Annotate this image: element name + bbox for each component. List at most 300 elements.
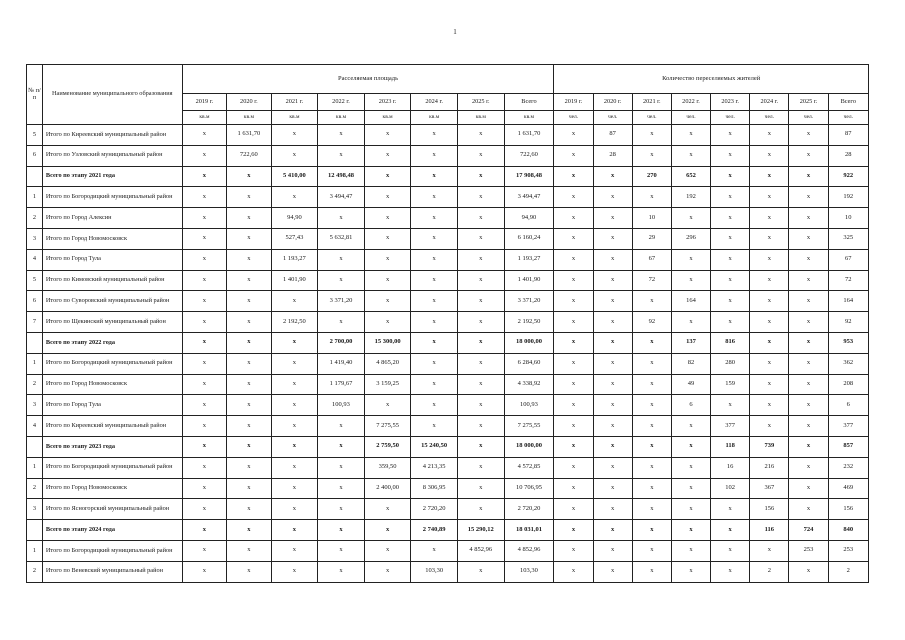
row-number: [27, 436, 43, 457]
area-cell: x: [318, 145, 365, 166]
area-cell: 4 572,85: [504, 457, 554, 478]
area-year-header: 2025 г.: [457, 94, 504, 111]
people-cell: x: [711, 540, 750, 561]
area-cell: x: [227, 416, 271, 437]
people-cell: x: [593, 332, 632, 353]
area-cell: 15 240,50: [411, 436, 458, 457]
area-cell: x: [182, 270, 226, 291]
area-unit-header: кв.м: [182, 111, 226, 125]
people-cell: x: [554, 270, 593, 291]
people-cell: x: [711, 145, 750, 166]
people-unit-header: чел.: [632, 111, 671, 125]
people-cell: x: [593, 249, 632, 270]
area-cell: x: [182, 353, 226, 374]
area-cell: 2 740,89: [411, 520, 458, 541]
people-cell: x: [671, 270, 710, 291]
municipality-name: Итого по Узловский муниципальный район: [42, 145, 182, 166]
people-cell: x: [593, 291, 632, 312]
area-cell: x: [227, 332, 271, 353]
people-cell: x: [632, 436, 671, 457]
resettlement-table: [26, 64, 869, 583]
area-year-header: 2019 г.: [182, 94, 226, 111]
area-cell: 6 160,24: [504, 228, 554, 249]
table-body: [27, 125, 869, 583]
people-cell: x: [671, 520, 710, 541]
row-number: 4: [27, 249, 43, 270]
people-cell: x: [554, 478, 593, 499]
area-cell: x: [364, 561, 411, 582]
area-cell: 2 720,20: [504, 499, 554, 520]
area-cell: 3 494,47: [318, 187, 365, 208]
people-cell: x: [789, 270, 828, 291]
people-cell: x: [671, 249, 710, 270]
area-cell: x: [364, 145, 411, 166]
area-cell: x: [182, 561, 226, 582]
people-cell: x: [632, 395, 671, 416]
area-cell: x: [182, 540, 226, 561]
area-cell: x: [411, 540, 458, 561]
area-cell: x: [364, 395, 411, 416]
row-number: 3: [27, 395, 43, 416]
people-cell: x: [711, 270, 750, 291]
people-cell: x: [671, 561, 710, 582]
area-cell: x: [271, 436, 318, 457]
area-cell: x: [271, 291, 318, 312]
area-cell: x: [271, 416, 318, 437]
people-cell: 367: [750, 478, 789, 499]
area-cell: x: [182, 499, 226, 520]
page-number: 1: [453, 28, 457, 36]
area-cell: x: [364, 540, 411, 561]
people-cell: 652: [671, 166, 710, 187]
people-cell: x: [711, 395, 750, 416]
municipality-name: Итого по Город Новомосковск: [42, 228, 182, 249]
area-cell: x: [318, 499, 365, 520]
people-cell: 922: [828, 166, 868, 187]
area-cell: x: [364, 125, 411, 146]
area-cell: x: [411, 395, 458, 416]
people-cell: x: [671, 125, 710, 146]
table-row: [27, 478, 869, 499]
row-number: [27, 520, 43, 541]
stage-total-row: [27, 166, 869, 187]
people-cell: x: [671, 416, 710, 437]
people-cell: 232: [828, 457, 868, 478]
area-cell: 2 720,20: [411, 499, 458, 520]
table-row: [27, 499, 869, 520]
people-cell: x: [632, 187, 671, 208]
area-cell: x: [457, 291, 504, 312]
area-cell: 1 419,40: [318, 353, 365, 374]
area-cell: 3 371,20: [504, 291, 554, 312]
area-cell: x: [318, 125, 365, 146]
area-year-header: 2020 г.: [227, 94, 271, 111]
people-cell: 724: [789, 520, 828, 541]
area-cell: x: [182, 125, 226, 146]
people-cell: x: [671, 312, 710, 333]
people-cell: x: [750, 249, 789, 270]
area-cell: 3 159,25: [364, 374, 411, 395]
people-cell: 87: [828, 125, 868, 146]
area-cell: x: [227, 457, 271, 478]
area-cell: 4 865,20: [364, 353, 411, 374]
area-cell: x: [457, 332, 504, 353]
people-cell: x: [789, 561, 828, 582]
municipality-name: Итого по Город Тула: [42, 395, 182, 416]
area-year-header: 2021 г.: [271, 94, 318, 111]
area-cell: 100,93: [318, 395, 365, 416]
header-area-group: Расселяемая площадь: [182, 65, 554, 94]
people-cell: 253: [789, 540, 828, 561]
row-number: 1: [27, 187, 43, 208]
people-cell: x: [711, 499, 750, 520]
people-cell: 102: [711, 478, 750, 499]
area-cell: x: [227, 478, 271, 499]
municipality-name: Итого по Богородицкий муниципальный район: [42, 540, 182, 561]
row-number: 5: [27, 125, 43, 146]
people-cell: x: [554, 228, 593, 249]
area-cell: 100,93: [504, 395, 554, 416]
area-cell: x: [411, 291, 458, 312]
area-cell: 2 192,50: [504, 312, 554, 333]
header-people-group: Количество переселяемых жителей: [554, 65, 869, 94]
area-cell: x: [182, 457, 226, 478]
area-cell: x: [227, 561, 271, 582]
people-cell: x: [671, 457, 710, 478]
people-cell: 377: [828, 416, 868, 437]
people-cell: x: [750, 208, 789, 229]
table-row: [27, 353, 869, 374]
people-cell: 216: [750, 457, 789, 478]
people-cell: x: [632, 561, 671, 582]
people-cell: x: [632, 353, 671, 374]
people-cell: 67: [828, 249, 868, 270]
area-cell: x: [318, 270, 365, 291]
area-cell: x: [182, 145, 226, 166]
area-cell: x: [457, 249, 504, 270]
people-cell: x: [554, 332, 593, 353]
people-unit-header: чел.: [671, 111, 710, 125]
people-cell: x: [554, 208, 593, 229]
people-cell: x: [750, 166, 789, 187]
people-cell: 164: [828, 291, 868, 312]
people-cell: x: [789, 208, 828, 229]
stage-total-row: [27, 520, 869, 541]
area-cell: x: [182, 478, 226, 499]
row-number: 2: [27, 208, 43, 229]
people-cell: 29: [632, 228, 671, 249]
people-cell: 137: [671, 332, 710, 353]
area-cell: x: [457, 436, 504, 457]
people-cell: x: [789, 249, 828, 270]
people-cell: x: [789, 145, 828, 166]
row-number: 4: [27, 416, 43, 437]
area-cell: x: [364, 228, 411, 249]
people-cell: x: [750, 332, 789, 353]
area-cell: x: [271, 478, 318, 499]
municipality-name: Итого по Кимовский муниципальный район: [42, 270, 182, 291]
people-cell: 816: [711, 332, 750, 353]
people-cell: x: [554, 187, 593, 208]
table-row: [27, 374, 869, 395]
area-cell: x: [364, 499, 411, 520]
area-cell: x: [411, 249, 458, 270]
people-cell: 2: [828, 561, 868, 582]
people-cell: x: [554, 395, 593, 416]
area-cell: x: [227, 520, 271, 541]
people-cell: x: [750, 540, 789, 561]
area-cell: x: [364, 520, 411, 541]
municipality-name: Итого по Щекинский муниципальный район: [42, 312, 182, 333]
people-cell: x: [750, 228, 789, 249]
people-year-header: 2021 г.: [632, 94, 671, 111]
area-cell: x: [364, 312, 411, 333]
area-cell: 15 290,12: [457, 520, 504, 541]
people-cell: 192: [828, 187, 868, 208]
people-cell: 377: [711, 416, 750, 437]
area-cell: 722,60: [227, 145, 271, 166]
people-cell: x: [632, 540, 671, 561]
area-cell: 5 410,00: [271, 166, 318, 187]
area-cell: x: [457, 457, 504, 478]
header-name: Наименование муниципального образования: [42, 65, 182, 125]
area-cell: x: [364, 187, 411, 208]
row-number: 6: [27, 291, 43, 312]
people-cell: x: [789, 374, 828, 395]
table-row: [27, 228, 869, 249]
area-cell: x: [271, 125, 318, 146]
people-cell: x: [593, 499, 632, 520]
area-cell: x: [411, 187, 458, 208]
area-cell: x: [457, 145, 504, 166]
people-cell: 6: [671, 395, 710, 416]
people-cell: 92: [828, 312, 868, 333]
people-cell: x: [750, 353, 789, 374]
row-number: 5: [27, 270, 43, 291]
area-cell: 2 759,50: [364, 436, 411, 457]
area-cell: 7 275,55: [504, 416, 554, 437]
area-cell: x: [182, 228, 226, 249]
area-cell: x: [411, 166, 458, 187]
people-cell: 325: [828, 228, 868, 249]
area-cell: x: [457, 208, 504, 229]
area-cell: x: [318, 312, 365, 333]
area-cell: x: [411, 125, 458, 146]
people-cell: x: [554, 540, 593, 561]
people-cell: x: [671, 208, 710, 229]
area-cell: x: [271, 499, 318, 520]
area-cell: 17 908,48: [504, 166, 554, 187]
people-cell: x: [593, 457, 632, 478]
area-cell: 722,60: [504, 145, 554, 166]
people-cell: x: [671, 145, 710, 166]
people-cell: x: [554, 374, 593, 395]
table-row: [27, 395, 869, 416]
people-cell: 857: [828, 436, 868, 457]
people-cell: 72: [632, 270, 671, 291]
row-number: 3: [27, 228, 43, 249]
area-unit-header: кв.м: [318, 111, 365, 125]
area-cell: x: [227, 291, 271, 312]
row-number: 1: [27, 457, 43, 478]
people-cell: x: [711, 166, 750, 187]
area-unit-header: кв.м: [271, 111, 318, 125]
people-cell: x: [671, 478, 710, 499]
row-number: 3: [27, 499, 43, 520]
people-cell: x: [593, 395, 632, 416]
people-cell: 164: [671, 291, 710, 312]
people-cell: x: [789, 187, 828, 208]
area-cell: x: [364, 291, 411, 312]
people-cell: x: [671, 436, 710, 457]
people-cell: x: [711, 520, 750, 541]
people-cell: 270: [632, 166, 671, 187]
area-cell: x: [411, 374, 458, 395]
area-cell: x: [227, 499, 271, 520]
people-cell: x: [593, 561, 632, 582]
people-cell: 953: [828, 332, 868, 353]
people-cell: x: [554, 291, 593, 312]
area-unit-header: кв.м: [227, 111, 271, 125]
area-cell: x: [318, 540, 365, 561]
table-row: [27, 561, 869, 582]
people-cell: 67: [632, 249, 671, 270]
area-cell: 1 631,70: [504, 125, 554, 146]
area-cell: x: [227, 187, 271, 208]
people-cell: x: [750, 187, 789, 208]
people-cell: 16: [711, 457, 750, 478]
people-cell: x: [789, 125, 828, 146]
municipality-name: Итого по Веневский муниципальный район: [42, 561, 182, 582]
table-row: [27, 145, 869, 166]
table-row: [27, 457, 869, 478]
people-cell: 10: [632, 208, 671, 229]
people-cell: x: [593, 166, 632, 187]
area-cell: x: [271, 561, 318, 582]
people-cell: x: [593, 374, 632, 395]
municipality-name: Итого по Город Тула: [42, 249, 182, 270]
municipality-name: Итого по Город Новомосковск: [42, 478, 182, 499]
area-cell: 18 000,00: [504, 332, 554, 353]
table-row: [27, 416, 869, 437]
people-cell: x: [593, 540, 632, 561]
people-cell: x: [554, 125, 593, 146]
area-cell: x: [182, 249, 226, 270]
municipality-name: Итого по Киреевский муниципальный район: [42, 416, 182, 437]
area-cell: x: [182, 208, 226, 229]
area-cell: x: [411, 416, 458, 437]
people-cell: x: [789, 416, 828, 437]
municipality-name: Всего по этапу 2021 года: [42, 166, 182, 187]
people-cell: x: [789, 478, 828, 499]
municipality-name: Всего по этапу 2023 года: [42, 436, 182, 457]
area-cell: x: [182, 395, 226, 416]
area-cell: x: [227, 395, 271, 416]
area-cell: 1 401,90: [504, 270, 554, 291]
municipality-name: Всего по этапу 2022 года: [42, 332, 182, 353]
people-cell: 6: [828, 395, 868, 416]
people-cell: x: [711, 208, 750, 229]
people-unit-header: чел.: [789, 111, 828, 125]
people-cell: x: [789, 228, 828, 249]
area-cell: x: [457, 312, 504, 333]
people-unit-header: чел.: [711, 111, 750, 125]
area-cell: 18 031,01: [504, 520, 554, 541]
area-cell: x: [182, 374, 226, 395]
area-cell: x: [457, 125, 504, 146]
people-cell: x: [554, 249, 593, 270]
area-cell: x: [271, 353, 318, 374]
people-year-header: 2022 г.: [671, 94, 710, 111]
area-cell: x: [364, 270, 411, 291]
area-cell: x: [318, 561, 365, 582]
stage-total-row: [27, 332, 869, 353]
area-year-header: 2022 г.: [318, 94, 365, 111]
people-cell: x: [632, 291, 671, 312]
area-cell: 6 284,60: [504, 353, 554, 374]
area-cell: 10 706,95: [504, 478, 554, 499]
people-cell: x: [632, 374, 671, 395]
row-number: 2: [27, 561, 43, 582]
people-cell: x: [750, 145, 789, 166]
people-cell: 159: [711, 374, 750, 395]
people-cell: x: [789, 457, 828, 478]
area-cell: x: [182, 187, 226, 208]
people-cell: x: [789, 166, 828, 187]
area-cell: x: [271, 332, 318, 353]
area-year-header: 2024 г.: [411, 94, 458, 111]
area-cell: x: [227, 374, 271, 395]
people-cell: x: [711, 312, 750, 333]
area-cell: x: [457, 416, 504, 437]
people-cell: x: [554, 457, 593, 478]
people-cell: x: [750, 374, 789, 395]
area-unit-header: кв.м: [411, 111, 458, 125]
area-cell: 7 275,55: [364, 416, 411, 437]
area-cell: x: [411, 208, 458, 229]
area-cell: x: [457, 228, 504, 249]
municipality-name: Итого по Город Алексин: [42, 208, 182, 229]
area-cell: x: [457, 187, 504, 208]
area-cell: x: [227, 228, 271, 249]
people-cell: x: [671, 540, 710, 561]
row-number: 6: [27, 145, 43, 166]
table-row: [27, 291, 869, 312]
area-cell: x: [271, 145, 318, 166]
area-cell: x: [364, 249, 411, 270]
area-cell: 8 306,95: [411, 478, 458, 499]
people-cell: x: [750, 125, 789, 146]
people-cell: x: [711, 187, 750, 208]
stage-total-row: [27, 436, 869, 457]
area-cell: x: [271, 374, 318, 395]
table-row: [27, 540, 869, 561]
area-cell: 103,30: [411, 561, 458, 582]
table-row: [27, 187, 869, 208]
row-number: 2: [27, 478, 43, 499]
area-cell: x: [271, 540, 318, 561]
area-cell: x: [318, 478, 365, 499]
table-row: [27, 208, 869, 229]
people-cell: 156: [828, 499, 868, 520]
area-cell: x: [318, 249, 365, 270]
area-cell: 94,90: [271, 208, 318, 229]
people-cell: 72: [828, 270, 868, 291]
area-cell: x: [318, 457, 365, 478]
people-year-header: 2025 г.: [789, 94, 828, 111]
area-cell: 527,43: [271, 228, 318, 249]
people-cell: 82: [671, 353, 710, 374]
